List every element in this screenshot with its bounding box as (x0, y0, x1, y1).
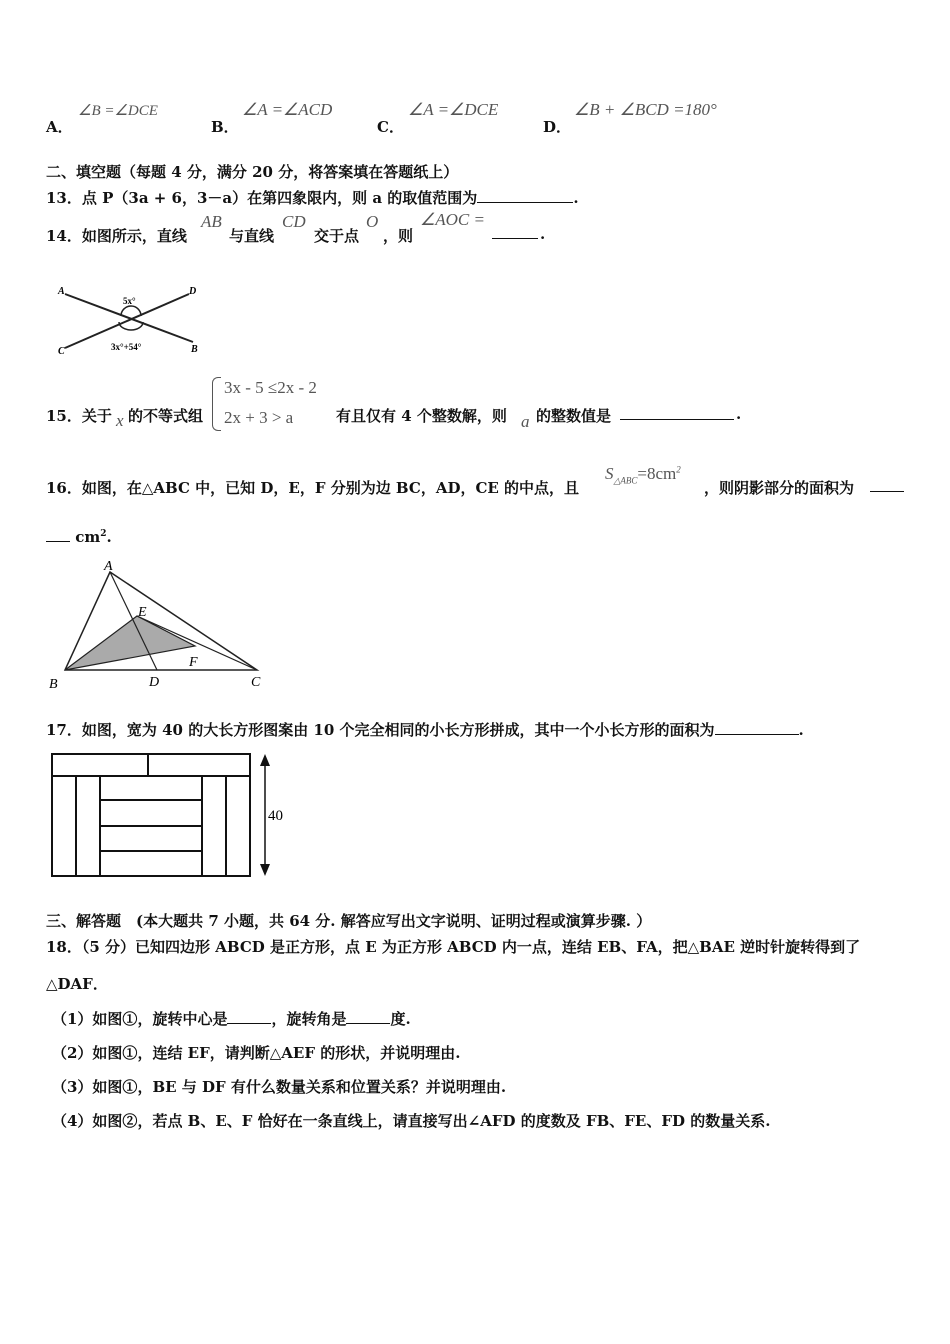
q15-num: 15．关于 (46, 407, 112, 425)
option-b-expr: ∠A =∠ACD (242, 100, 333, 119)
q16-s-sup: 2 (676, 464, 681, 475)
q14-end: . (540, 225, 546, 243)
option-b-letter: B． (211, 118, 239, 136)
q17-answer-blank[interactable] (715, 720, 799, 735)
q18-part1-b: ，旋转角是 (271, 1010, 347, 1028)
q15-a: a (521, 412, 530, 431)
label-e: E (138, 605, 147, 620)
q14-o: O (366, 212, 379, 231)
q17-figure (48, 750, 293, 880)
section2-title: 二、填空题（每题 4 分，满分 20 分，将答案填在答题纸上） (46, 163, 459, 181)
option-d-letter: D． (543, 118, 572, 136)
label-f: F (189, 655, 198, 670)
q15-mid3: 的整数值是 (536, 407, 612, 425)
label-c: C (58, 346, 65, 357)
width-label: 40 (268, 808, 283, 824)
q18-part1 (52, 1008, 411, 1029)
q16-figure (45, 558, 275, 693)
q16-text: 16．如图，在△ABC 中，已知 D，E，F 分别为边 BC，AD，CE 的中点，且 (46, 479, 580, 497)
q16-s-sub: △ABC (613, 475, 638, 486)
q13-end: . (573, 189, 579, 207)
shaded-triangle (65, 616, 195, 670)
arrow-up-icon (260, 754, 270, 766)
q15-mid2: 有且仅有 4 个整数解，则 (336, 407, 507, 425)
q14-cd: CD (282, 212, 306, 231)
q15-line1: 3x - 5 ≤2x - 2 (224, 378, 317, 397)
q15-mid: 的不等式组 (128, 407, 204, 425)
q16-end: . (106, 528, 112, 546)
question-17 (46, 719, 804, 740)
question-18-line1: 18．（5 分）已知四边形 ABCD 是正方形，点 E 为正方形 ABCD 内一点，连结 EB、FA，把△BAE 逆时针旋转得到了 (46, 938, 861, 956)
option-c-expr: ∠A =∠DCE (408, 100, 499, 119)
q14-mid2: 交于点 (314, 227, 360, 245)
question-18-line2: △DAF． (46, 975, 108, 993)
q18-part1-blank1[interactable] (227, 1009, 271, 1024)
q18-part3: （3）如图①，BE 与 DF 有什么数量关系和位置关系？并说明理由. (52, 1078, 507, 1096)
q18-part1-a: （1）如图①，旋转中心是 (52, 1010, 228, 1028)
q18-part4: （4）如图②，若点 B、E、F 恰好在一条直线上，请直接写出∠AFD 的度数及 FB、FE、FD 的数量关系. (52, 1112, 771, 1130)
q16-line2 (46, 527, 112, 546)
q17-end: . (798, 721, 804, 739)
q17-text: 17．如图，宽为 40 的大长方形图案由 10 个完全相同的小长方形拼成，其中一个小长方形的面积为 (46, 721, 715, 739)
label-c: C (251, 675, 261, 690)
q15-end: . (736, 405, 742, 423)
label-a: A (104, 559, 113, 574)
q16-unit-sup: 2 (100, 529, 107, 539)
q14-aoc: ∠AOC = (420, 210, 485, 229)
section3-title: 三、解答题 (本大题共 7 小题，共 64 分. 解答应写出文字说明、证明过程或演算步骤. ） (46, 912, 652, 930)
label-b: B (49, 677, 58, 692)
q14-ab: AB (201, 212, 222, 231)
q14-mid1: 与直线 (229, 227, 275, 245)
q15-x: x (116, 411, 124, 430)
q16-answer-blank-1[interactable] (870, 477, 904, 492)
label-d: D (189, 286, 197, 297)
q16-s-label: S (605, 464, 614, 483)
option-a-expr: ∠B =∠DCE (78, 103, 158, 119)
q16-s-val: =8cm (637, 464, 677, 483)
option-d-expr: ∠B + ∠BCD =180° (574, 100, 717, 119)
q18-part2: （2）如图①，连结 EF，请判断△AEF 的形状，并说明理由. (52, 1044, 461, 1062)
label-a: A (58, 286, 65, 297)
q16-s (605, 464, 681, 486)
option-a-letter: A． (46, 118, 73, 136)
question-16 (0, 0, 950, 560)
label-top-angle: 5x° (123, 296, 136, 306)
q15-line2: 2x + 3 > a (224, 408, 294, 427)
q16-answer-blank-2[interactable] (46, 527, 70, 542)
q14-num: 14．如图所示，直线 (46, 227, 187, 245)
q18-part1-c: 度. (390, 1010, 411, 1028)
q13-text: 13．点 P（3a + 6，3－a）在第四象限内，则 a 的取值范围为 (46, 189, 478, 207)
q14-mid3: ，则 (383, 227, 414, 245)
q16-after: ，则阴影部分的面积为 (704, 479, 855, 497)
q18-part1-blank2[interactable] (346, 1009, 390, 1024)
label-d: D (149, 675, 160, 690)
q16-unit: cm (70, 528, 101, 546)
label-bottom-angle: 3x°+54° (111, 342, 142, 352)
option-c-letter: C． (377, 118, 404, 136)
label-b: B (191, 344, 198, 355)
arrow-down-icon (260, 864, 270, 876)
outer-rect (52, 754, 250, 876)
